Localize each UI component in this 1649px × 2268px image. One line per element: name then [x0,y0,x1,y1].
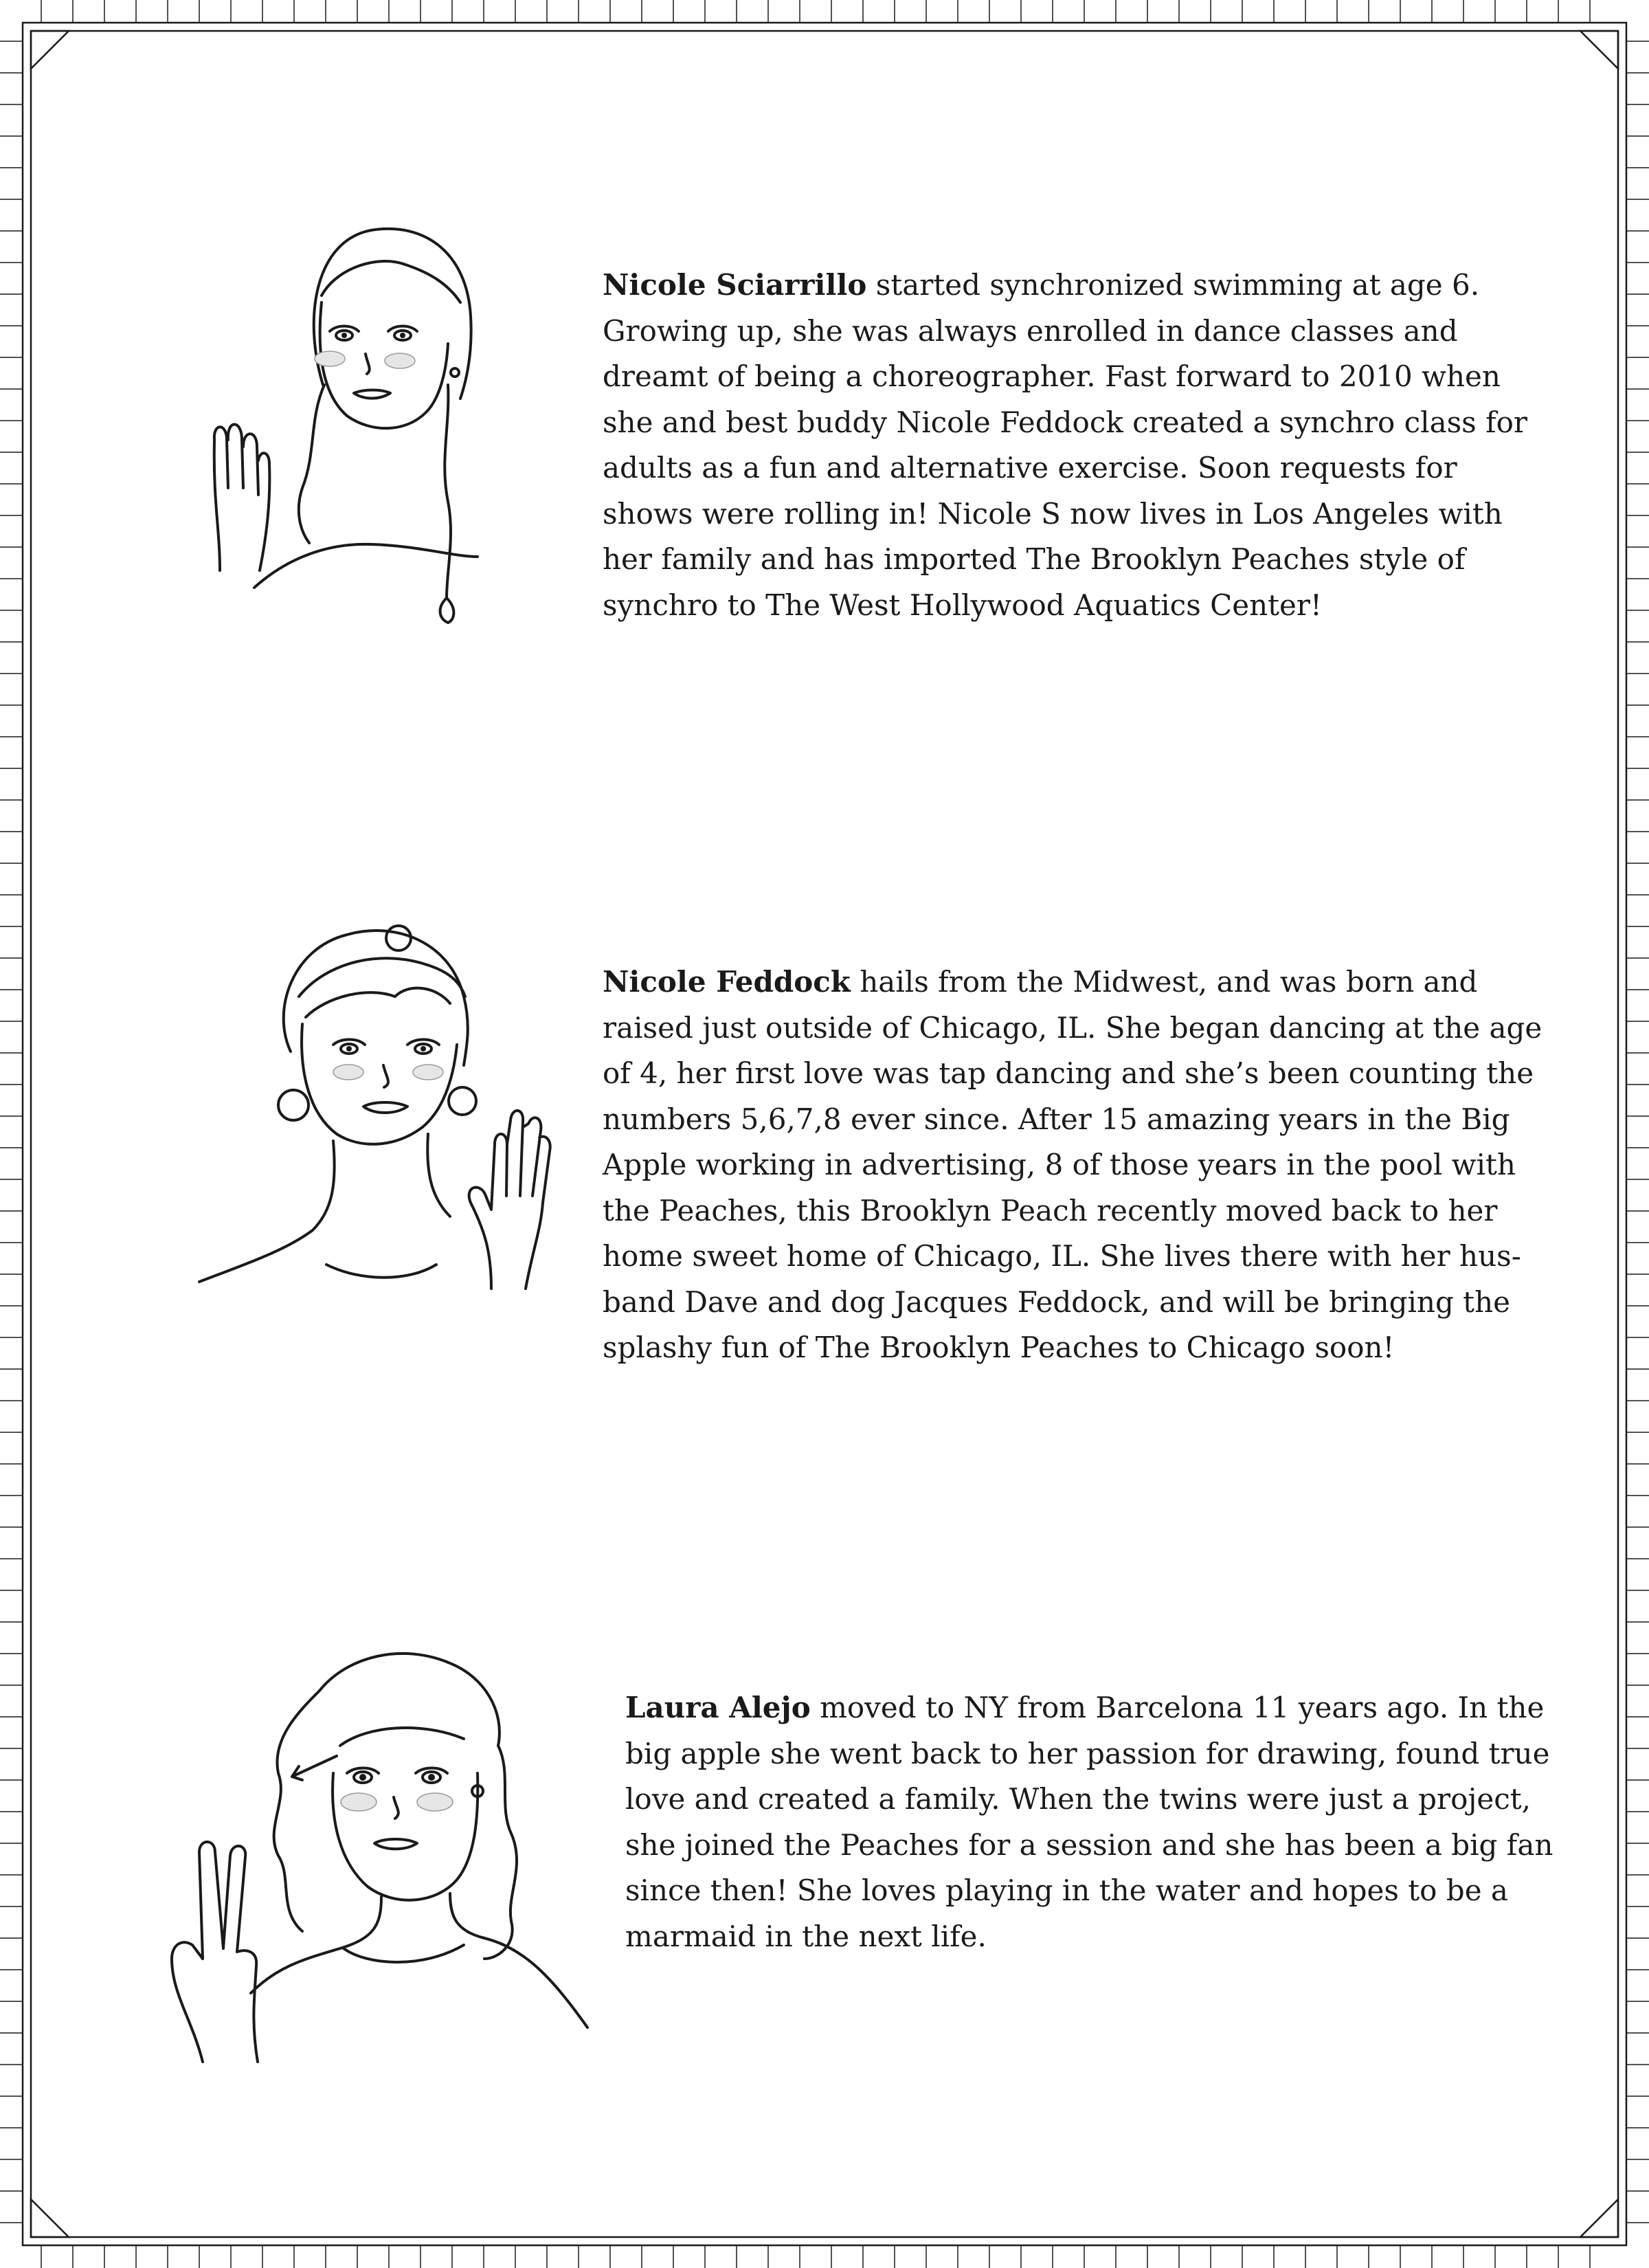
bio-line: raised just outside of Chicago, IL. She began dancing at the age [603,1010,1543,1045]
bio-nicole-feddock [603,959,1542,1371]
bio-line: she and best buddy Nicole Feddock created a synchro class for [603,405,1527,439]
bio-line: shows were rolling in! Nicole S now lives in Los Angeles with [603,496,1503,531]
bio-name: Laura Alejo [625,1691,811,1724]
bio-line: dreamt of being a choreographer. Fast forward to 2010 when [603,359,1501,393]
bio-line: love and created a family. When the twins were just a project, [625,1782,1531,1816]
bio-name: Nicole Sciarrillo [603,268,867,302]
bio-line: Growing up, she was always enrolled in dance classes and [603,313,1458,348]
bio-laura-alejo [625,1685,1553,1959]
bio-line: synchro to The West Hollywood Aquatics Center! [603,588,1322,622]
bio-nicole-sciarrillo [603,263,1527,628]
bio-line: adults as a fun and alternative exercise. Soon requests for [603,451,1457,485]
bio-line: since then! She loves playing in the water and hopes to be a [625,1874,1508,1907]
bio-line: numbers 5,6,7,8 ever since. After 15 amazing years in the Big [603,1102,1510,1136]
bio-line: her family and has imported The Brooklyn Peaches style of [603,542,1466,576]
bio-line: marmaid in the next life. [625,1919,987,1953]
portrait-nicole-sciarrillo-icon [199,213,543,632]
bio-line: band Dave and dog Jacques Feddock, and will be bringing the [603,1285,1510,1319]
bio-line: Nicole Feddock hails from the Midwest, and was born and [603,965,1478,999]
bio-line: Laura Alejo moved to NY from Barcelona 11 years ago. In the [625,1691,1545,1724]
bio-name: Nicole Feddock [603,965,851,999]
bio-line: big apple she went back to her passion for drawing, found true [625,1736,1550,1770]
bio-line: the Peaches, this Brooklyn Peach recently moved back to her [603,1193,1498,1227]
bio-line: home sweet home of Chicago, IL. She lives there with her hus- [603,1239,1521,1273]
bio-line: Nicole Sciarrillo started synchronized swimming at age 6. [603,268,1480,302]
bio-line: splashy fun of The Brooklyn Peaches to Chicago soon! [603,1331,1395,1364]
portrait-nicole-feddock-icon [189,907,601,1306]
portrait-laura-alejo-icon [161,1636,601,2069]
bio-line: of 4, her first love was tap dancing and she’s been counting the [603,1056,1534,1090]
bio-line: she joined the Peaches for a session and she has been a big fan [625,1827,1553,1862]
bio-line: Apple working in advertising, 8 of those years in the pool with [603,1148,1516,1181]
